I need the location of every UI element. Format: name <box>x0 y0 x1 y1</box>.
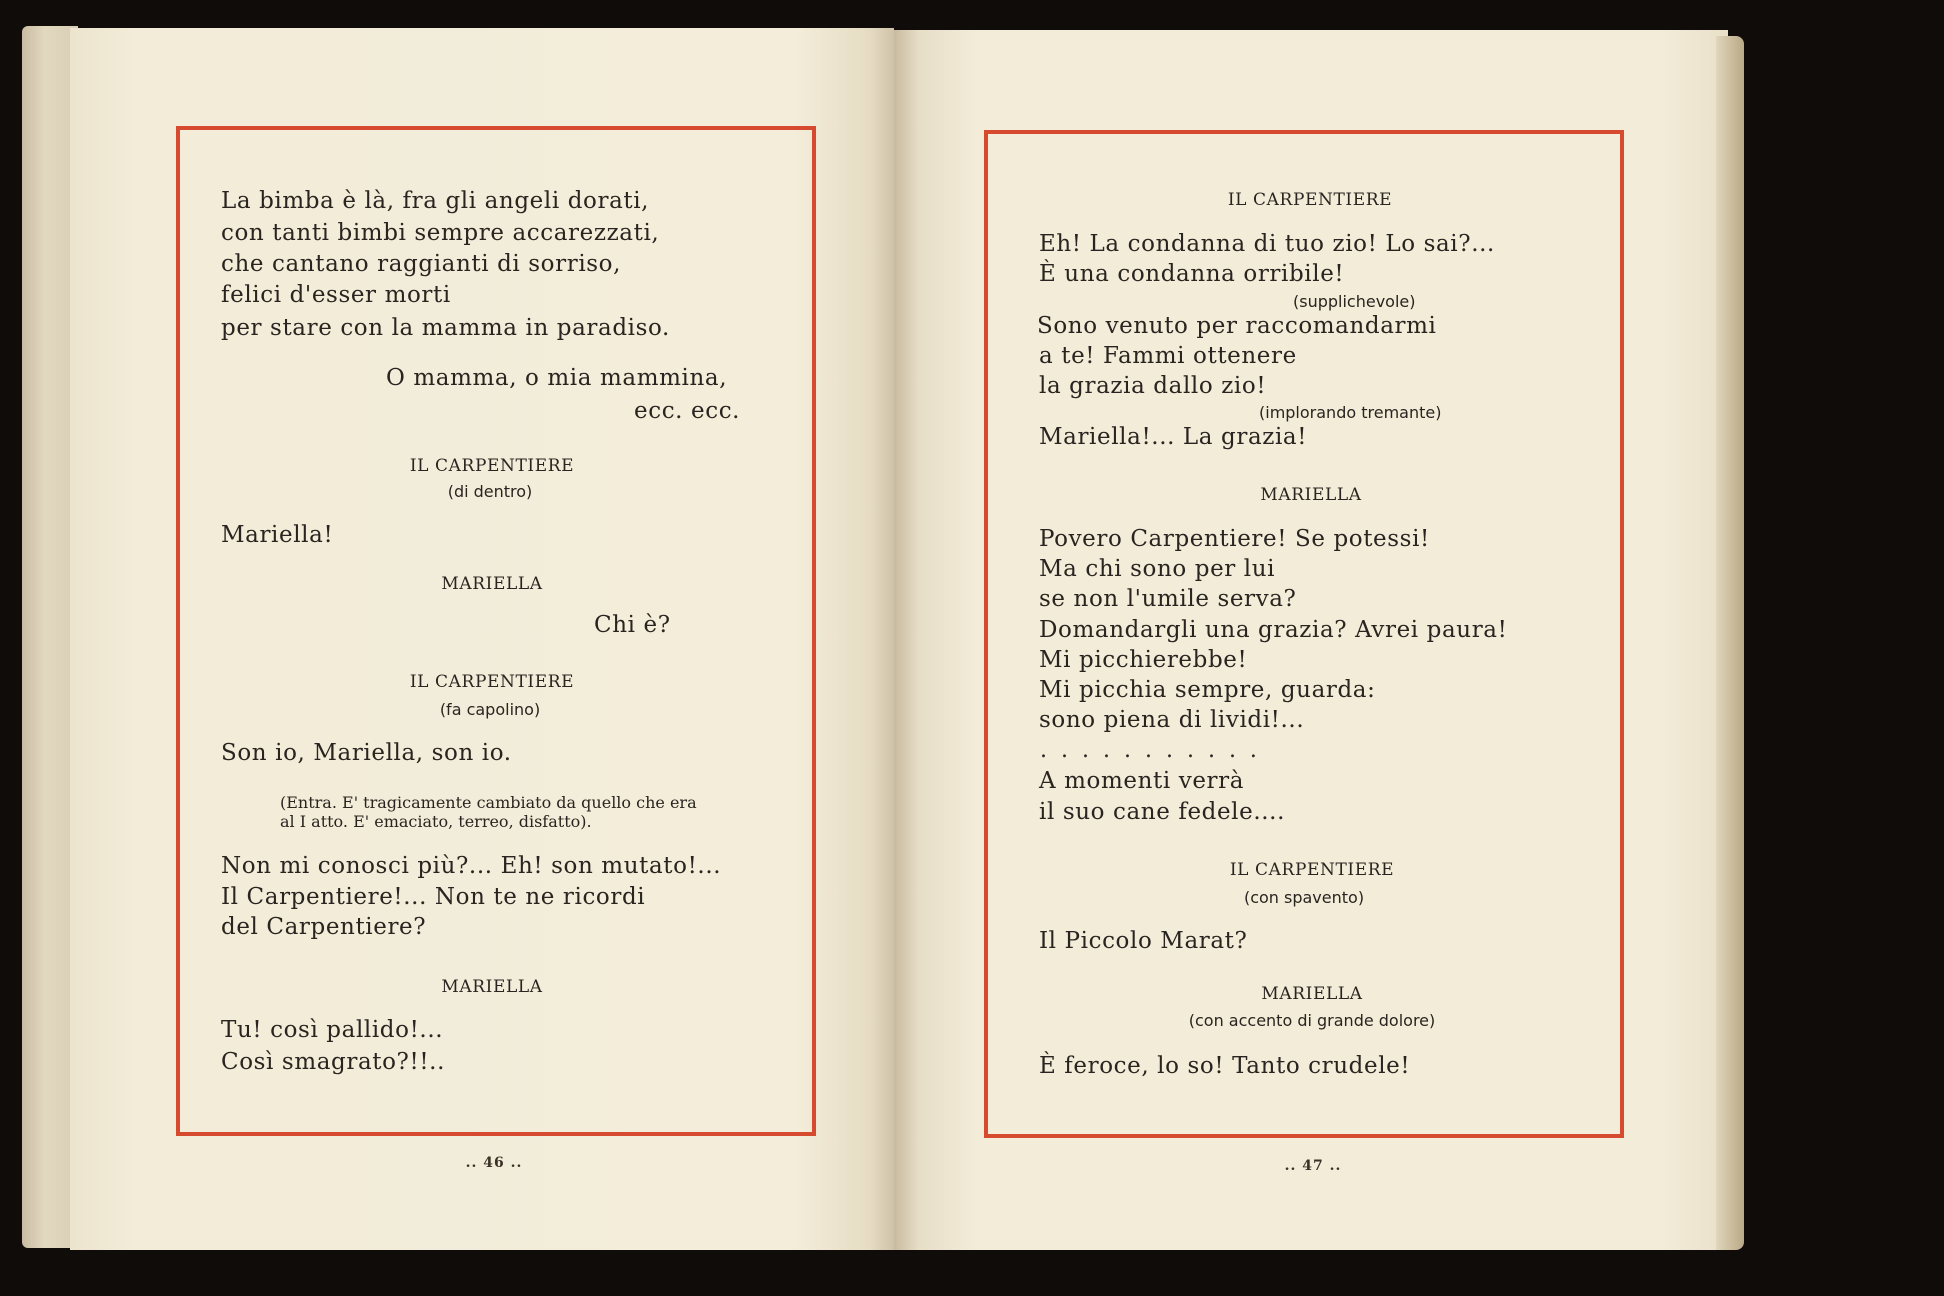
speaker-name: IL CARPENTIERE <box>1229 860 1395 880</box>
speaker-name: IL CARPENTIERE <box>409 456 575 476</box>
speaker-name: MARIELLA <box>441 977 543 997</box>
verse-line: felici d'esser morti <box>221 282 451 308</box>
refrain-line: O mamma, o mia mammina, <box>386 365 728 391</box>
verse-line: Ma chi sono per lui <box>1039 556 1276 582</box>
stage-direction: (fa capolino) <box>439 700 541 719</box>
ellipsis-row: ........... <box>1040 738 1271 763</box>
dialogue-line: Chi è? <box>594 612 671 638</box>
verse-line: che cantano raggianti di sorriso, <box>221 251 622 277</box>
verse-line: Eh! La condanna di tuo zio! Lo sai?... <box>1039 231 1495 257</box>
verse-line: Sono venuto per raccomandarmi <box>1037 313 1437 339</box>
stage-note: al I atto. E' emaciato, terreo, disfatto). <box>280 812 592 831</box>
speaker-name: MARIELLA <box>441 574 543 594</box>
page-number: .. 47 .. <box>1284 1158 1342 1174</box>
stage-direction: (supplichevole) <box>1293 292 1416 311</box>
stage-direction: (con accento di grande dolore) <box>1188 1011 1436 1030</box>
speaker-name: IL CARPENTIERE <box>409 672 575 692</box>
verse-line: Mariella!... La grazia! <box>1039 424 1308 450</box>
stage-direction: (di dentro) <box>447 482 533 501</box>
verse-line: con tanti bimbi sempre accarezzati, <box>221 220 660 246</box>
verse-line: il suo cane fedele.... <box>1039 799 1285 825</box>
dialogue-line: Il Piccolo Marat? <box>1039 928 1248 954</box>
stage-direction: (implorando tremante) <box>1259 403 1442 422</box>
verse-line: la grazia dallo zio! <box>1039 373 1267 399</box>
stage-note: (Entra. E' tragicamente cambiato da quello che era <box>280 793 697 812</box>
verse-line: Il Carpentiere!... Non te ne ricordi <box>221 884 646 910</box>
verse-line: a te! Fammi ottenere <box>1039 343 1297 369</box>
verse-line: Mi picchia sempre, guarda: <box>1039 677 1376 703</box>
verse-line: sono piena di lividi!... <box>1039 707 1305 733</box>
verse-line: A momenti verrà <box>1039 768 1245 794</box>
verse-line: È una condanna orribile! <box>1039 261 1345 287</box>
verse-line: se non l'umile serva? <box>1039 586 1297 612</box>
dialogue-line: Son io, Mariella, son io. <box>221 740 512 766</box>
verse-line: Non mi conosci più?... Eh! son mutato!... <box>221 853 722 879</box>
book-edge-right <box>1716 36 1744 1250</box>
verse-line: Mi picchierebbe! <box>1039 647 1248 673</box>
speaker-name: MARIELLA <box>1260 485 1362 505</box>
speaker-name: MARIELLA <box>1261 984 1363 1004</box>
speaker-name: IL CARPENTIERE <box>1227 190 1393 210</box>
verse-line: Povero Carpentiere! Se potessi! <box>1039 526 1430 552</box>
verse-line: del Carpentiere? <box>221 914 427 940</box>
page-number: .. 46 .. <box>465 1155 523 1171</box>
dialogue-line: È feroce, lo so! Tanto crudele! <box>1039 1053 1411 1079</box>
verse-line: Tu! così pallido!... <box>221 1017 444 1043</box>
stage-direction: (con spavento) <box>1243 888 1365 907</box>
verse-line: Così smagrato?!!.. <box>221 1049 445 1075</box>
dialogue-line: Mariella! <box>221 522 334 548</box>
verse-line: per stare con la mamma in paradiso. <box>221 315 670 341</box>
refrain-line: ecc. ecc. <box>634 398 741 424</box>
verse-line: La bimba è là, fra gli angeli dorati, <box>221 188 650 214</box>
verse-line: Domandargli una grazia? Avrei paura! <box>1039 617 1508 643</box>
